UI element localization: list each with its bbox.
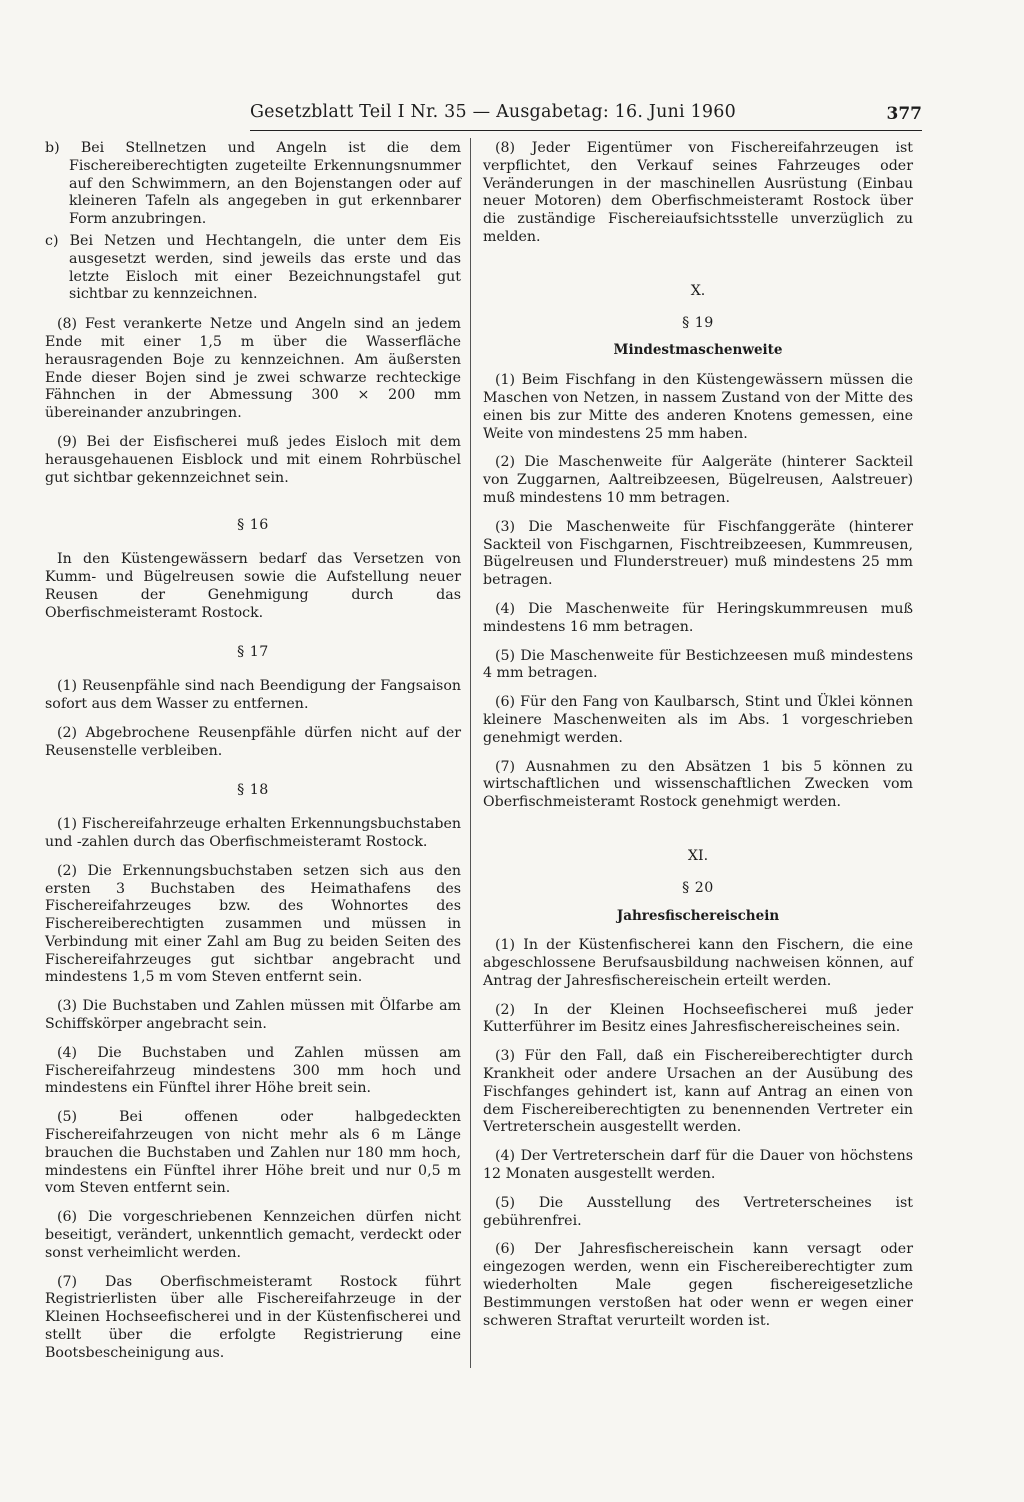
section-20-paragraph-5: (5) Die Ausstellung des Vertreterscheines ist gebührenfrei. xyxy=(483,1194,913,1229)
section-18-paragraph-6: (6) Die vorgeschriebenen Kennzeichen dürfen nicht beseitigt, verändert, unkenntlich gemacht, verdeckt oder sonst verheimlicht werden. xyxy=(45,1209,461,1261)
right-column xyxy=(483,140,913,1341)
header-title: Gesetzblatt Teil I Nr. 35 — Ausgabetag: 16. Juni 1960 xyxy=(250,102,736,122)
section-18-paragraph-7: (7) Das Oberfischmeisteramt Rostock führt Registrierlisten über alle Fischereifahrzeuge in der Kleinen Hochseefischerei und in der Küstenfischerei und stellt über die erfolgte Registrierung eine Bootsbescheinigung aus. xyxy=(45,1273,461,1361)
section-19-paragraph-3: (3) Die Maschenweite für Fischfanggeräte (hinterer Sackteil von Fischgarnen, Fischtreibzeesen, Kummreusen, Bügelreusen und Flunderstreuer) muß mindestens 25 mm betragen. xyxy=(483,518,913,589)
item-list xyxy=(45,140,461,304)
paragraph-8-buoys: (8) Fest verankerte Netze und Angeln sind an jedem Ende mit einer 1,5 m über die Wasserfläche herausragenden Boje zu kennzeichnen. Am äußersten Ende dieser Bojen sind je zwei schwarze rechteckige Fähnchen in der Abmessung 300 × 200 mm übereinander anzubringen. xyxy=(45,316,461,422)
section-20-paragraph-2: (2) In der Kleinen Hochseefischerei muß jeder Kutterführer im Besitz eines Jahresfischereischeines sein. xyxy=(483,1001,913,1036)
section-18-paragraph-3: (3) Die Buchstaben und Zahlen müssen mit Ölfarbe am Schiffskörper angebracht sein. xyxy=(45,998,461,1033)
section-20-title: § 20 xyxy=(682,879,714,896)
section-20-paragraph-1: (1) In der Küstenfischerei kann den Fischern, die eine abgeschlossene Berufsausbildung nachweisen können, auf Antrag der Jahresfischereischein erteilt werden. xyxy=(483,937,913,989)
list-item-b: b) Bei Stellnetzen und Angeln ist die dem Fischereiberechtigten zugeteilte Erkennungsnummer auf den Schwimmern, an den Bojenstangen oder auf kleineren Tafeln als angegeben in gut erkennbarer Form anzubringen. xyxy=(45,140,461,228)
section-19-paragraph-4: (4) Die Maschenweite für Heringskummreusen muß mindestens 16 mm betragen. xyxy=(483,600,913,635)
section-17-title: § 17 xyxy=(237,644,269,661)
section-20-paragraph-3: (3) Für den Fall, daß ein Fischereiberechtigter durch Krankheit oder andere Ursachen an der Ausübung des Fischfanges gehindert ist, kann auf Antrag an einen von dem Fischereiberechtigten zu benennenden Vertreter ein Vertreterschein ausgestellt werden. xyxy=(483,1048,913,1136)
chapter-x-heading: X. xyxy=(690,282,706,299)
section-18-paragraph-4: (4) Die Buchstaben und Zahlen müssen am Fischereifahrzeug mindestens 300 mm hoch und mindestens ein Fünftel ihrer Höhe breit sein. xyxy=(45,1044,461,1097)
section-16-text: In den Küstengewässern bedarf das Versetzen von Kumm- und Bügelreusen sowie die Aufstellung neuer Reusen der Genehmigung durch das Oberfischmeisteramt Rostock. xyxy=(45,551,461,621)
section-20-paragraph-4: (4) Der Vertreterschein darf für die Dauer von höchstens 12 Monaten ausgestellt werden. xyxy=(483,1148,913,1183)
section-18-paragraph-2: (2) Die Erkennungsbuchstaben setzen sich aus den ersten 3 Buchstaben des Heimathafens des Fischereifahrzeuges bzw. des Wohnortes des Fischereiberechtigten zusammen und müssen in Verbindung mit einer Zahl am Bug zu beiden Seiten des Fischereifahrzeuges gut sichtbar angebracht und mindestens 1,5 m vom Steven entfernt sein. xyxy=(45,862,461,986)
page-header xyxy=(250,100,922,128)
paragraph-9-ice-fishing: (9) Bei der Eisfischerei muß jedes Eisloch mit dem herausgehauenen Eisblock und mit einem Rohrbüschel gut sichtbar gekennzeichnet sein. xyxy=(45,433,461,486)
section-19-heading: Mindestmaschenweite xyxy=(613,342,783,359)
section-17-paragraph-2: (2) Abgebrochene Reusenpfähle dürfen nicht auf der Reusenstelle verbleiben. xyxy=(45,724,461,759)
section-18-title: § 18 xyxy=(237,782,269,799)
section-19-paragraph-5: (5) Die Maschenweite für Bestichzeesen muß mindestens 4 mm betragen. xyxy=(483,647,913,682)
page-number: 377 xyxy=(886,104,922,124)
section-19-paragraph-7: (7) Ausnahmen zu den Absätzen 1 bis 5 können zu wirtschaftlichen und wissenschaftlichen Zwecken vom Oberfischmeisteramt Rostock genehmigt werden. xyxy=(483,758,913,811)
section-17-paragraph-1: (1) Reusenpfähle sind nach Beendigung der Fangsaison sofort aus dem Wasser zu entfernen. xyxy=(45,678,461,712)
section-19-title: § 19 xyxy=(682,314,714,331)
section-19-paragraph-2: (2) Die Maschenweite für Aalgeräte (hinterer Sackteil von Zuggarnen, Aaltreibzeesen, Bügelreusen, Aalstreuer) muß mindestens 10 mm betragen. xyxy=(483,454,913,506)
section-18-paragraph-8: (8) Jeder Eigentümer von Fischereifahrzeugen ist verpflichtet, den Verkauf seines Fahrzeuges oder Veränderungen in der maschinellen Ausrüstung (Einbau neuer Motoren) dem Oberfischmeisteramt Rostock über die zuständige Fischereiaufsichtsstelle unverzüglich zu melden. xyxy=(483,140,913,245)
section-19-paragraph-1: (1) Beim Fischfang in den Küstengewässern müssen die Maschen von Netzen, in nassem Zustand von der Mitte des einen bis zur Mitte des anderen Knotens gemessen, eine Weite von mindestens 25 mm haben. xyxy=(483,372,913,442)
column-divider xyxy=(470,138,471,1368)
section-18-paragraph-5: (5) Bei offenen oder halbgedeckten Fischereifahrzeugen von nicht mehr als 6 m Länge brauchen die Buchstaben und Zahlen nur 180 mm hoch, mindestens ein Fünftel ihrer Höhe breit und nur 0,5 m vom Steven entfernt sein. xyxy=(45,1109,461,1197)
section-19-paragraph-6: (6) Für den Fang von Kaulbarsch, Stint und Üklei können kleinere Maschenweiten als im Abs. 1 vorgeschrieben genehmigt werden. xyxy=(483,694,913,746)
section-20-paragraph-6: (6) Der Jahresfischereischein kann versagt oder eingezogen werden, wenn ein Fischereiberechtigter zum wiederholten Male gegen fischereigesetzliche Bestimmungen verstoßen hat oder wenn er wegen einer schweren Straftat verurteilt worden ist. xyxy=(483,1241,913,1329)
section-18-paragraph-1: (1) Fischereifahrzeuge erhalten Erkennungsbuchstaben und -zahlen durch das Oberfischmeisteramt Rostock. xyxy=(45,816,461,850)
section-20-heading: Jahresfischereischein xyxy=(616,907,780,924)
header-rule xyxy=(250,130,922,131)
section-16-title: § 16 xyxy=(237,517,269,534)
left-column xyxy=(45,140,461,1374)
list-item-c: c) Bei Netzen und Hechtangeln, die unter dem Eis ausgesetzt werden, sind jeweils das erste und das letzte Eisloch mit einer Bezeichnungstafel gut sichtbar zu kennzeichnen. xyxy=(45,232,461,303)
chapter-xi-heading: XI. xyxy=(687,847,709,864)
